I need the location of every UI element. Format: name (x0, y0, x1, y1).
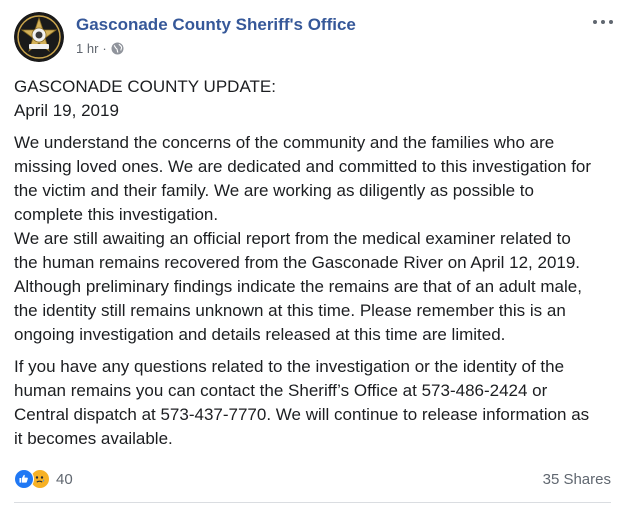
reactions-summary[interactable] (14, 469, 73, 489)
post-title (14, 75, 612, 123)
page-name-link[interactable]: Gasconade County Sheriff's Office (76, 15, 356, 34)
text-line: We understand the concerns of the community and the families who are (14, 133, 555, 152)
paragraph-2 (14, 355, 612, 451)
title-line: GASCONADE COUNTY UPDATE: (14, 77, 276, 96)
text-line: it becomes available. (14, 429, 173, 448)
post-meta (76, 41, 124, 56)
text-line: If you have any questions related to the investigation or the identity of the (14, 357, 565, 376)
globe-icon[interactable] (111, 42, 124, 55)
post-body (14, 75, 612, 459)
text-line: Although preliminary findings indicate the remains are that of an adult male, (14, 277, 582, 296)
more-options-icon[interactable] (592, 16, 614, 28)
shares-count-link[interactable]: 35 Shares (542, 471, 611, 488)
text-line: We are still awaiting an official report from the medical examiner related to (14, 229, 571, 248)
text-line: the identity still remains unknown at this time. Please remember this is an (14, 301, 566, 320)
text-line: complete this investigation. (14, 205, 219, 224)
like-icon (14, 469, 34, 489)
text-line: the victim and their family. We are working as diligently as possible to (14, 181, 534, 200)
reaction-count: 40 (56, 470, 73, 488)
date-line: April 19, 2019 (14, 101, 119, 120)
text-line: ongoing investigation and details released at this time are limited. (14, 325, 506, 344)
footer-divider (14, 502, 611, 503)
post-footer (14, 466, 611, 496)
text-line: missing loved ones. We are dedicated and committed to this investigation for (14, 157, 592, 176)
text-line: human remains you can contact the Sheriff’s Office at 573-486-2424 or (14, 381, 548, 400)
sheriff-badge-icon[interactable] (14, 12, 64, 62)
meta-separator: · (102, 41, 107, 56)
post-header (14, 12, 614, 64)
text-line: the human remains recovered from the Gasconade River on April 12, 2019. (14, 253, 581, 272)
text-line: Central dispatch at 573-437-7770. We will continue to release information as (14, 405, 590, 424)
paragraph-1 (14, 131, 612, 347)
timestamp-link[interactable]: 1 hr (76, 41, 99, 56)
